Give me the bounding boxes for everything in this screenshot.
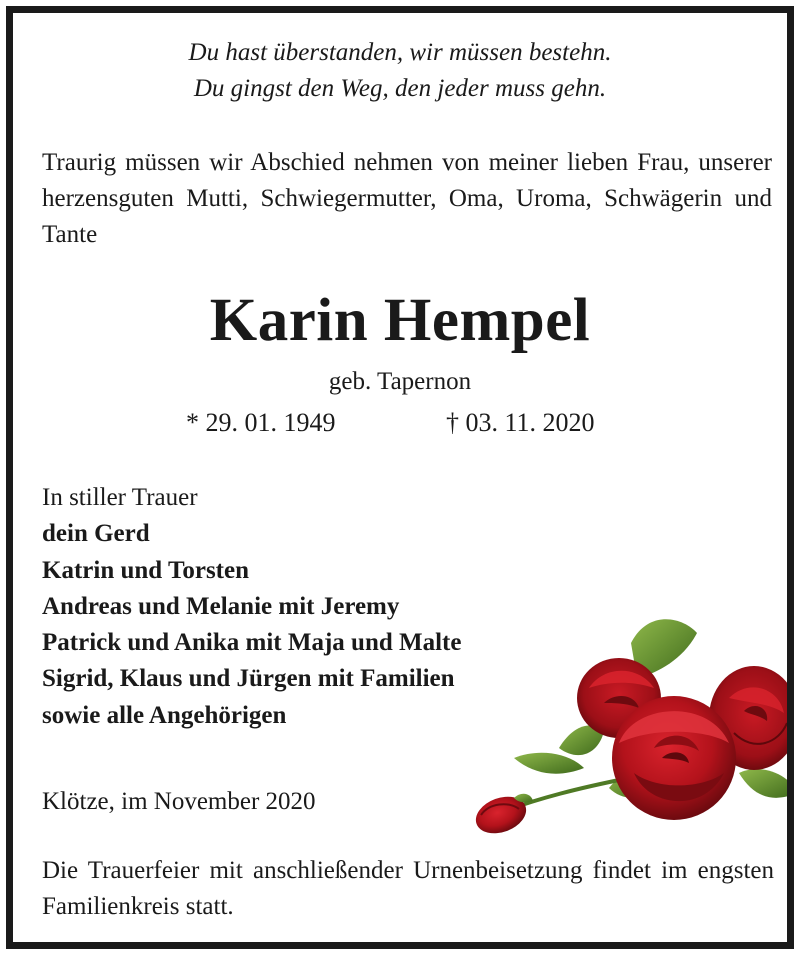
mourner-name: sowie alle Angehörigen — [42, 701, 287, 729]
poem-line-2: Du gingst den Weg, den jeder muss gehn. — [193, 75, 607, 102]
funeral-note: Die Trauerfeier mit anschließender Urnenbeisetzung findet im engsten Familienkreis statt. — [42, 857, 774, 920]
leaf — [739, 769, 794, 798]
poem — [13, 35, 787, 107]
deceased-name: Karin Hempel — [209, 287, 591, 354]
mourner-name: Katrin und Torsten — [42, 556, 250, 584]
leaf — [514, 753, 584, 774]
roses-image — [459, 603, 794, 843]
rose-bud — [471, 790, 533, 840]
mourners-list — [42, 480, 461, 734]
mourner-name: Patrick und Anika mit Maja und Malte — [42, 629, 462, 657]
mourner-name: dein Gerd — [42, 520, 150, 548]
obituary-frame — [6, 6, 794, 949]
mourner-name: Andreas und Melanie mit Jeremy — [42, 592, 400, 620]
mourner-name: Sigrid, Klaus und Jürgen mit Familien — [42, 665, 455, 693]
mourners-heading: In stiller Trauer — [42, 484, 198, 511]
intro-text: Traurig müssen wir Abschied nehmen von meiner lieben Frau, unserer herzensguten Mutti, Schwiegermutter, Oma, Uroma, Schwägerin und Tante — [42, 149, 772, 248]
poem-line-1: Du hast überstanden, wir müssen bestehn. — [188, 39, 612, 66]
birth-date: * 29. 01. 1949 — [186, 408, 336, 437]
place-date: Klötze, im November 2020 — [42, 788, 316, 815]
maiden-name: geb. Tapernon — [328, 368, 472, 395]
death-date: † 03. 11. 2020 — [446, 408, 595, 437]
rose-main — [612, 696, 736, 820]
